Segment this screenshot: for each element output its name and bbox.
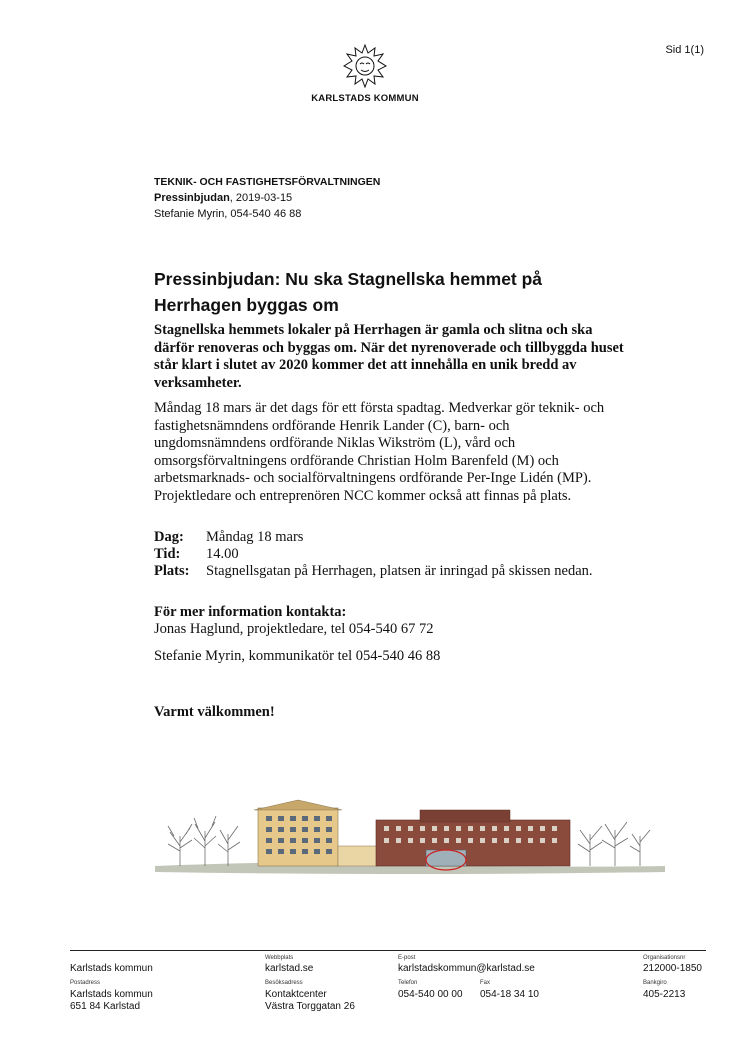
place-value: Stagnellsgatan på Herrhagen, platsen är inringad på skissen nedan. [206, 563, 593, 579]
time-value: 14.00 [206, 546, 239, 562]
footer-visit-label: Besöksadress [265, 980, 303, 986]
footer-web-label: Webbplats [265, 955, 294, 961]
press-date-line [154, 192, 292, 204]
event-day-row [154, 529, 303, 546]
headline: Pressinbjudan: Nu ska Stagnellska hemmet på Herrhagen byggas om [154, 269, 543, 315]
sun-logo-icon [343, 44, 387, 88]
footer-fax-value: 054-18 34 10 [480, 989, 539, 1000]
department-name: TEKNIK- OCH FASTIGHETSFÖRVALTNINGEN [154, 176, 381, 188]
day-value: Måndag 18 mars [206, 529, 304, 545]
footer-email-label: E-post [398, 955, 416, 961]
footer-fax-label: Fax [480, 980, 491, 986]
footer-orgnr-value: 212000-1850 [643, 963, 702, 974]
contact-heading: För mer information kontakta: [154, 604, 347, 620]
footer-post-label: Postadress [70, 980, 101, 986]
footer-phone-value: 054-540 00 00 [398, 989, 463, 1000]
footer-org-name: Karlstads kommun [70, 963, 153, 974]
footer-post-line1: Karlstads kommun [70, 989, 153, 1000]
footer-visit-line1: Kontaktcenter [265, 989, 327, 1000]
doc-date: , 2019-03-15 [229, 192, 293, 204]
footer-bank-value: 405-2213 [643, 989, 686, 1000]
time-label: Tid: [154, 546, 181, 562]
footer-web-link[interactable]: karlstad.se [265, 963, 314, 974]
footer-email-link[interactable]: karlstadskommun@karlstad.se [398, 963, 535, 974]
footer-bank-label: Bankgiro [643, 980, 667, 986]
footer-post-line2: 651 84 Karlstad [70, 1001, 141, 1012]
place-label: Plats: [154, 563, 190, 579]
closing-greeting: Varmt välkommen! [154, 704, 275, 720]
footer-orgnr-label: Organisationsnr [643, 955, 686, 961]
building-sketch-image [150, 796, 670, 882]
contact-person-2: Stefanie Myrin, kommunikatör tel 054-540 46 88 [154, 648, 441, 664]
day-label: Dag: [154, 529, 184, 545]
footer-visit-line2: Västra Torggatan 26 [265, 1001, 355, 1012]
doc-type: Pressinbjudan [154, 192, 230, 204]
lead-paragraph: Stagnellska hemmets lokaler på Herrhagen är gamla och slitna och ska därför renoveras och byggas om. När det nyrenoverade och tillbyggda huset står klart i slutet av 2020 kommer det att innehålla en unik bredd av verksamheter. [154, 322, 624, 391]
footer-divider [70, 950, 706, 951]
event-time-row [154, 546, 239, 563]
contact-person-1: Jonas Haglund, projektledare, tel 054-540 67 72 [154, 621, 434, 637]
page-number: Sid 1(1) [665, 44, 704, 56]
body-paragraph: Måndag 18 mars är det dags för ett första spadtag. Medverkar gör teknik- och fastighetsnämndens ordförande Henrik Lander (C), barn- och ungdomsnämndens ordförande Niklas Wikström (L), vård och omsorgsförvaltningens ordförande Christian Holm Barenfeld (M) och arbetsmarknads- och socialförvaltningens ordförande Per-Inge Lidén (MP). Projektledare och entreprenören NCC kommer också att finnas på plats. [154, 400, 605, 504]
footer-phone-label: Telefon [398, 980, 418, 986]
event-place-row [154, 563, 593, 580]
organization-name: KARLSTADS KOMMUN [311, 93, 419, 104]
press-contact: Stefanie Myrin, 054-540 46 88 [154, 208, 302, 220]
